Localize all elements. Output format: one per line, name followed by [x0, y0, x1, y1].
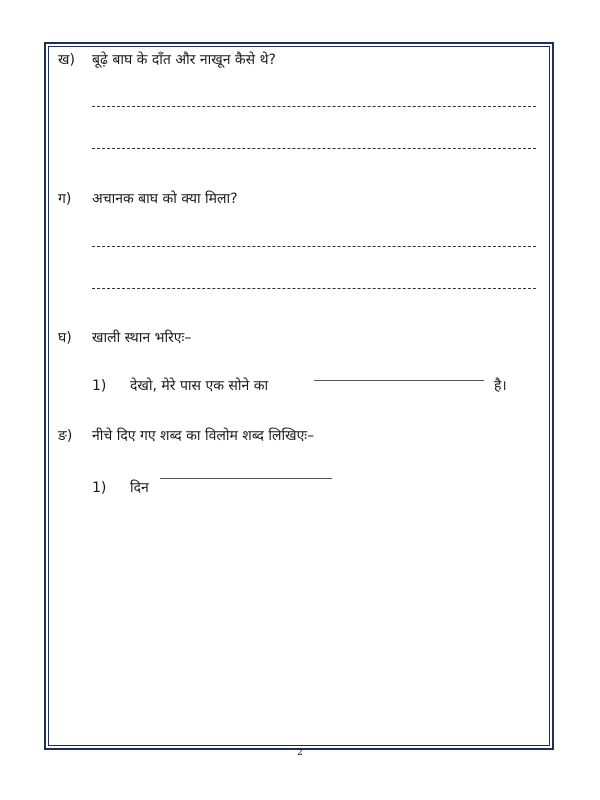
question-text: बूढ़े बाघ के दाँत और नाखून कैसे थे?: [92, 52, 276, 68]
question-label: ख): [58, 52, 75, 68]
page-border-inner: [48, 46, 550, 746]
item-number: 1): [92, 480, 107, 496]
question-text: अचानक बाघ को क्या मिला?: [92, 191, 238, 207]
item-text-after: है।: [494, 378, 507, 394]
answer-line[interactable]: [92, 246, 536, 247]
antonym-blank-line[interactable]: [160, 478, 332, 479]
antonym-item: [92, 478, 149, 498]
question-gha: [58, 328, 191, 348]
page-number: 2: [297, 748, 303, 758]
question-nga: [58, 426, 314, 446]
answer-line[interactable]: [92, 288, 536, 289]
item-number: 1): [92, 378, 107, 394]
question-text: खाली स्थान भरिएः–: [92, 330, 192, 346]
answer-line[interactable]: [92, 148, 536, 149]
item-text-before: देखो, मेरे पास एक सोने का: [130, 378, 269, 394]
question-text: नीचे दिए गए शब्द का विलोम शब्द लिखिएः–: [92, 428, 315, 444]
answer-line[interactable]: [92, 106, 536, 107]
question-kha: [58, 50, 276, 70]
question-label: ङ): [58, 428, 73, 444]
fill-blank-line[interactable]: [314, 380, 484, 381]
question-label: घ): [58, 330, 72, 346]
question-label: ग): [58, 191, 72, 207]
fill-blank-item: [92, 376, 268, 396]
antonym-word: दिन: [130, 480, 149, 496]
question-ga: [58, 189, 238, 209]
